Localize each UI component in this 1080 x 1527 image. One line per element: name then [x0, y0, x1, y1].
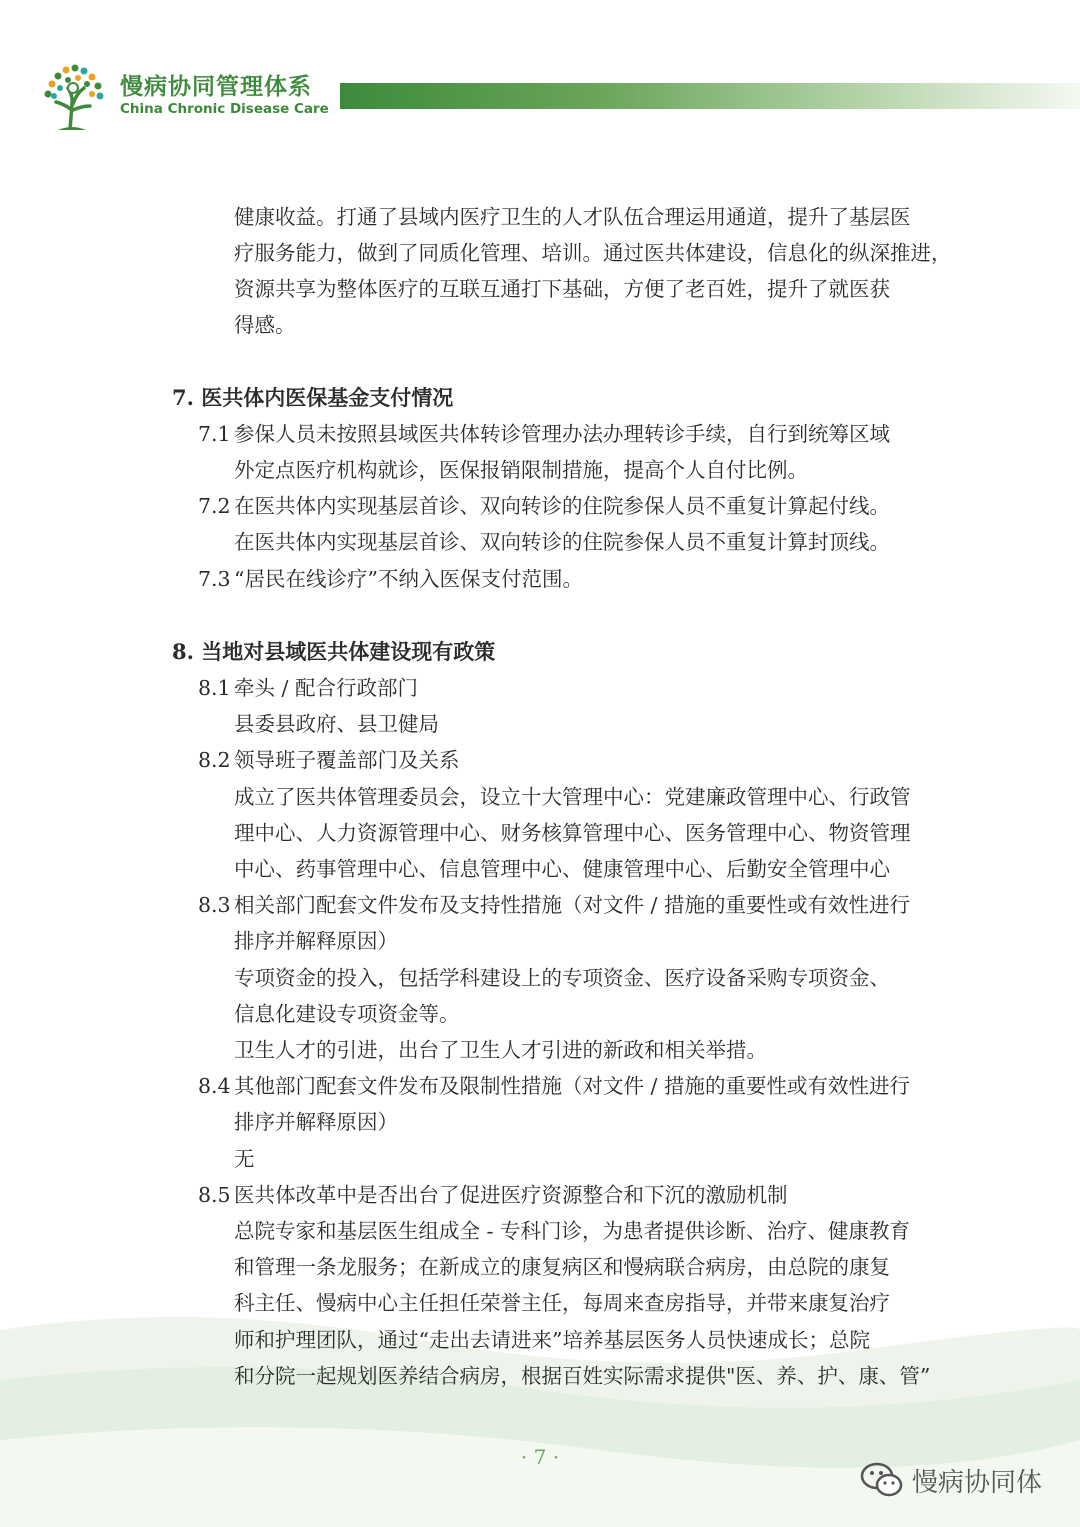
item-8-4-number: 8.4	[198, 1074, 231, 1098]
item-8-3-line: 专项资金的投入，包括学科建设上的专项资金、医疗设备采购专项资金、	[234, 966, 890, 990]
intro-line: 资源共享为整体医疗的互联互通打下基础，方便了老百姓，提升了就医获	[234, 277, 890, 301]
item-7-3-line: “居民在线诊疗”不纳入医保支付范围。	[234, 567, 583, 591]
item-8-4-line: 无	[234, 1147, 255, 1171]
item-8-5-line: 师和护理团队，通过“走出去请进来”培养基层医务人员快速成长；总院	[234, 1328, 870, 1352]
item-8-5-line: 科主任、慢病中心主任担任荣誉主任，每周来查房指导，并带来康复治疗	[234, 1291, 890, 1315]
item-8-2-line: 中心、药事管理中心、信息管理中心、健康管理中心、后勤安全管理中心	[234, 857, 890, 881]
logo-title-cn: 慢病协同管理体系	[120, 74, 312, 100]
item-7-3-number: 7.3	[198, 567, 231, 591]
watermark	[860, 1458, 1042, 1502]
page-header	[0, 0, 1080, 150]
section-7-heading: 7. 医共体内医保基金支付情况	[172, 385, 454, 410]
item-8-2-line: 理中心、人力资源管理中心、财务核算管理中心、医务管理中心、物资管理	[234, 821, 911, 845]
item-8-3-number: 8.3	[198, 893, 231, 917]
item-8-3-line: 相关部门配套文件发布及支持性措施（对文件 / 措施的重要性或有效性进行	[234, 893, 910, 917]
item-7-1-line: 外定点医疗机构就诊，医保报销限制措施，提高个人自付比例。	[234, 458, 808, 482]
item-8-3-line: 卫生人才的引进，出台了卫生人才引进的新政和相关举措。	[234, 1038, 767, 1062]
item-8-1-number: 8.1	[198, 676, 231, 700]
item-8-1-line: 县委县政府、县卫健局	[234, 712, 439, 736]
item-7-2-line: 在医共体内实现基层首诊、双向转诊的住院参保人员不重复计算封顶线。	[234, 530, 890, 554]
item-8-2-line: 领导班子覆盖部门及关系	[234, 748, 460, 772]
intro-line: 得感。	[234, 313, 296, 337]
item-8-3-line: 排序并解释原因）	[234, 929, 398, 953]
item-7-1-number: 7.1	[198, 422, 231, 446]
logo-title-en: China Chronic Disease Care	[120, 101, 329, 117]
item-8-4-line: 其他部门配套文件发布及限制性措施（对文件 / 措施的重要性或有效性进行	[234, 1074, 910, 1098]
intro-line: 健康收益。打通了县域内医疗卫生的人才队伍合理运用通道，提升了基层医	[234, 205, 911, 229]
item-7-1-line: 参保人员未按照县域医共体转诊管理办法办理转诊手续，自行到统筹区域	[234, 422, 890, 446]
item-8-3-line: 信息化建设专项资金等。	[234, 1002, 460, 1026]
item-8-4-line: 排序并解释原因）	[234, 1110, 398, 1134]
item-8-5-line: 医共体改革中是否出台了促进医疗资源整合和下沉的激励机制	[234, 1183, 788, 1207]
tree-logo-icon	[40, 64, 106, 130]
header-gradient-bar	[340, 83, 1080, 109]
item-8-5-line: 总院专家和基层医生组成全 - 专科门诊，为患者提供诊断、治疗、健康教育	[234, 1219, 910, 1243]
page-number: · 7 ·	[520, 1445, 560, 1469]
item-8-2-line: 成立了医共体管理委员会，设立十大管理中心：党建廉政管理中心、行政管	[234, 785, 911, 809]
item-8-1-line: 牵头 / 配合行政部门	[234, 676, 418, 700]
item-8-5-line: 和分院一起规划医养结合病房，根据百姓实际需求提供"医、养、护、康、管”	[234, 1364, 931, 1388]
wechat-icon	[860, 1461, 904, 1499]
item-8-5-line: 和管理一条龙服务；在新成立的康复病区和慢病联合病房，由总院的康复	[234, 1255, 890, 1279]
item-7-2-number: 7.2	[198, 494, 231, 518]
item-7-2-line: 在医共体内实现基层首诊、双向转诊的住院参保人员不重复计算起付线。	[234, 494, 890, 518]
item-8-5-number: 8.5	[198, 1183, 231, 1207]
section-8-heading: 8. 当地对县域医共体建设现有政策	[172, 639, 496, 664]
item-8-2-number: 8.2	[198, 748, 231, 772]
intro-line: 疗服务能力，做到了同质化管理、培训。通过医共体建设，信息化的纵深推进，	[234, 241, 952, 265]
watermark-text: 慢病协同体	[912, 1467, 1043, 1498]
